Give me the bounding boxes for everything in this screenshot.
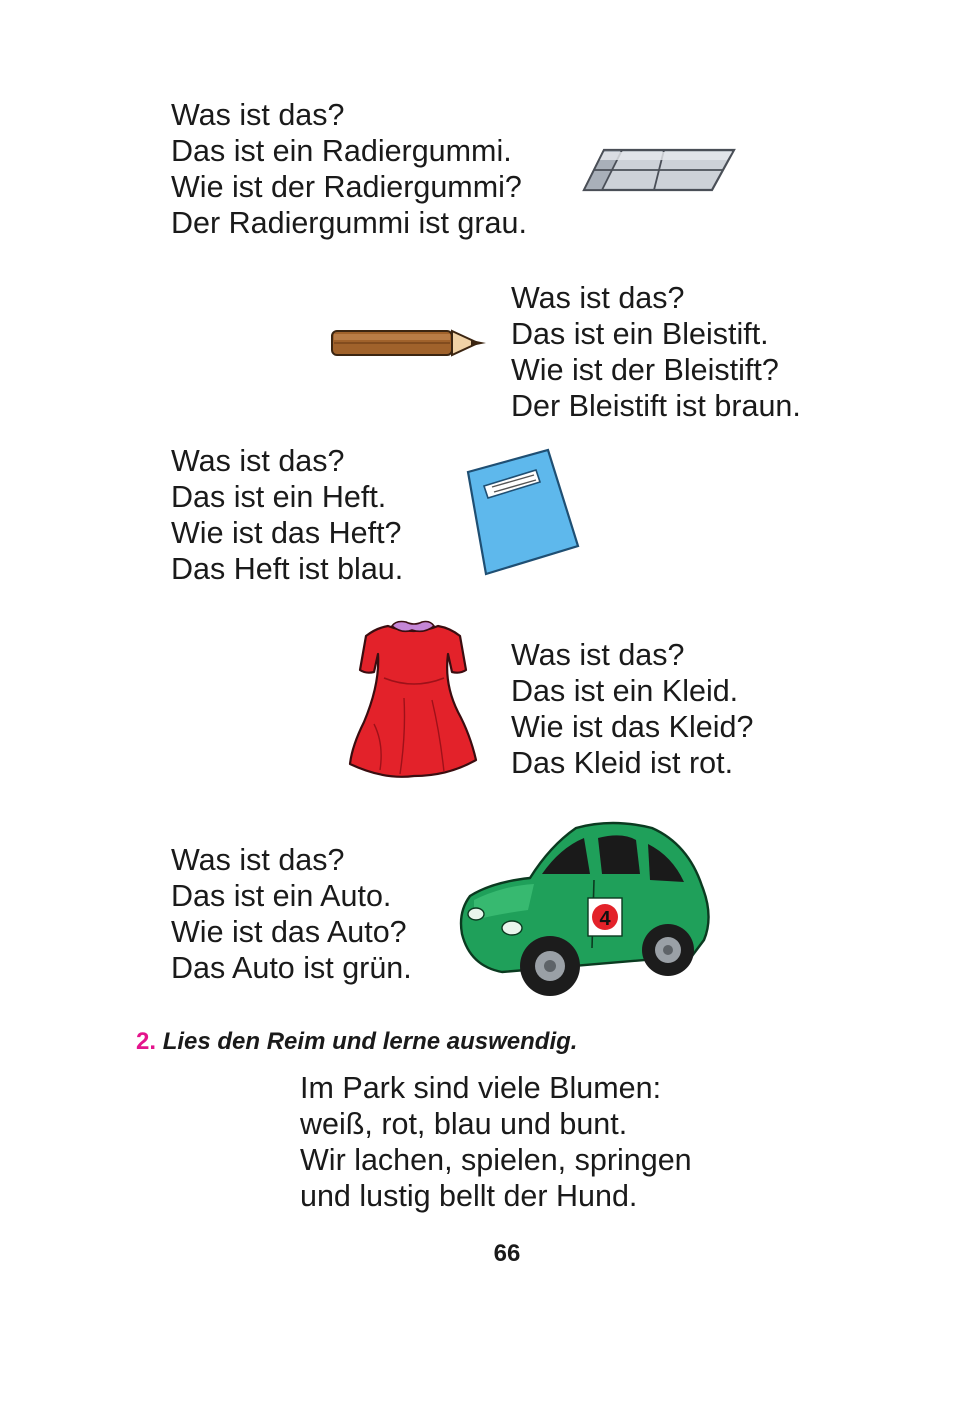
car-icon: [452, 816, 714, 1002]
dialogue-line: Das Kleid ist rot.: [511, 746, 734, 780]
dialogue-eraser: [171, 97, 527, 241]
rhyme-line: Wir lachen, spielen, springen: [300, 1143, 692, 1177]
rhyme-line: und lustig bellt der Hund.: [300, 1179, 638, 1213]
dress-icon: [344, 614, 482, 780]
dialogue-line: Wie ist das Heft?: [171, 516, 402, 550]
dialogue-line: Das ist ein Kleid.: [511, 674, 739, 708]
dialogue-dress: [511, 637, 753, 781]
task-number: 2.: [136, 1028, 157, 1055]
dialogue-line: Das Auto ist grün.: [171, 951, 412, 985]
pencil-icon: [328, 326, 490, 360]
dialogue-line: Was ist das?: [511, 281, 685, 315]
car-number: 4: [599, 908, 611, 930]
dialogue-line: Das ist ein Radiergummi.: [171, 134, 512, 168]
dialogue-line: Was ist das?: [171, 444, 345, 478]
dialogue-line: Das ist ein Heft.: [171, 480, 387, 514]
task-text: Lies den Reim und lerne auswendig.: [162, 1028, 578, 1055]
dialogue-line: Wie ist das Kleid?: [511, 710, 754, 744]
dialogue-line: Das ist ein Bleistift.: [511, 317, 769, 351]
notebook-icon: [464, 446, 582, 578]
task-instruction: [136, 1026, 577, 1058]
dialogue-line: Was ist das?: [171, 98, 345, 132]
dialogue-car: [171, 842, 412, 986]
page-number: 66: [493, 1240, 521, 1267]
rhyme-line: weiß, rot, blau und bunt.: [300, 1107, 628, 1141]
dialogue-line: Wie ist der Bleistift?: [511, 353, 779, 387]
eraser-icon: [582, 146, 738, 196]
dialogue-line: Der Bleistift ist braun.: [511, 389, 801, 423]
dialogue-line: Was ist das?: [511, 638, 685, 672]
dialogue-line: Wie ist der Radiergummi?: [171, 170, 522, 204]
dialogue-line: Wie ist das Auto?: [171, 915, 407, 949]
dialogue-line: Das Heft ist blau.: [171, 552, 404, 586]
dialogue-notebook: [171, 443, 403, 587]
rhyme: [300, 1070, 692, 1214]
rhyme-line: Im Park sind viele Blumen:: [300, 1071, 662, 1105]
dialogue-pencil: [511, 280, 801, 424]
dialogue-line: Das ist ein Auto.: [171, 879, 392, 913]
dialogue-line: Der Radiergummi ist grau.: [171, 206, 527, 240]
dialogue-line: Was ist das?: [171, 843, 345, 877]
